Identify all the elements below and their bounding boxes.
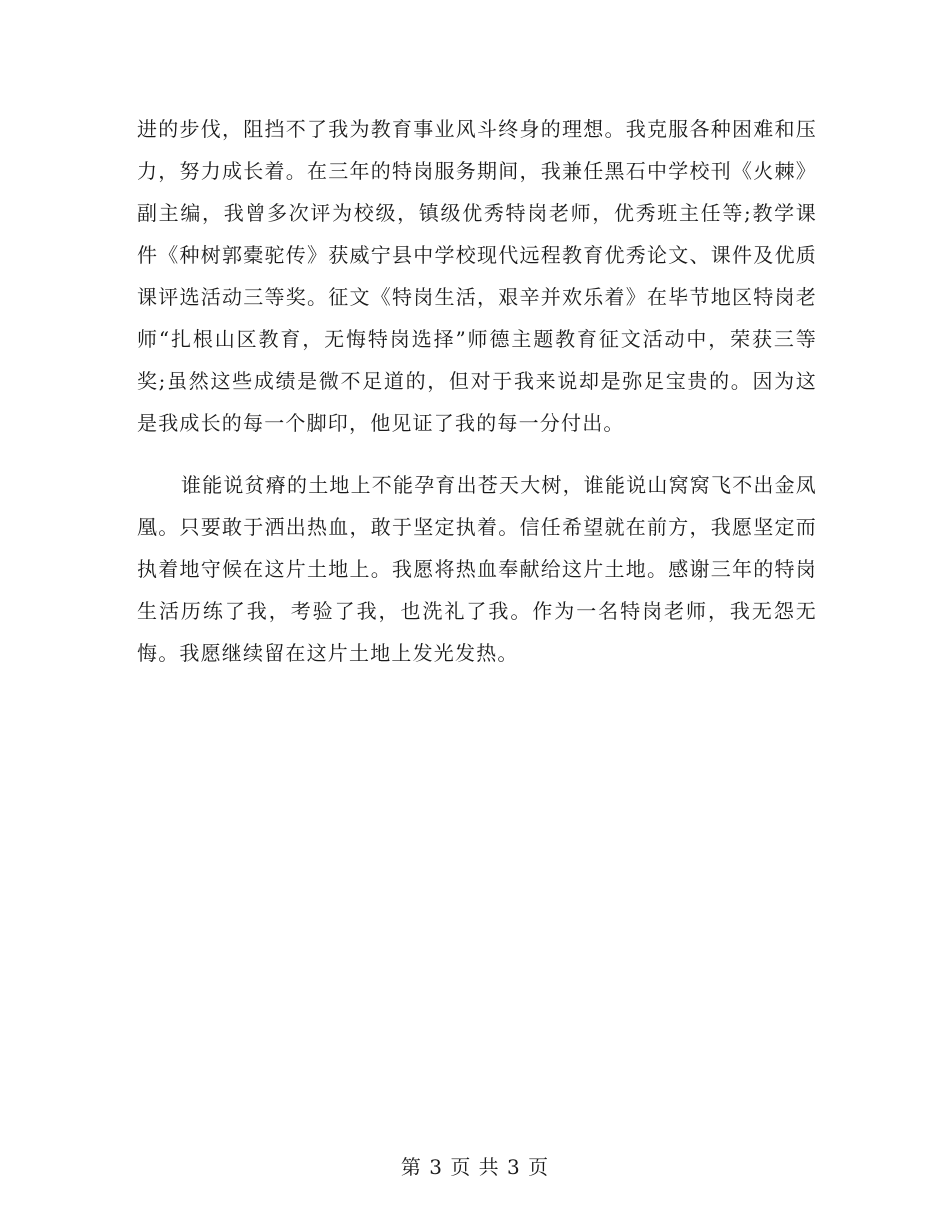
- paragraph-1: 进的步伐，阻挡不了我为教育事业风斗终身的理想。我克服各种困难和压力，努力成长着。在三年的特岗服务期间，我兼任黑石中学校刊《火棘》副主编，我曾多次评为校级，镇级优秀特岗老师，优秀班主任等;教学课件《种树郭橐驼传》获威宁县中学校现代远程教育优秀论文、课件及优质课评选活动三等奖。征文《特岗生活，艰辛并欢乐着》在毕节地区特岗老师“扎根山区教育，无悔特岗选择”师德主题教育征文活动中，荣获三等奖;虽然这些成绩是微不足道的，但对于我来说却是弥足宝贵的。因为这是我成长的每一个脚印，他见证了我的每一分付出。: [137, 117, 817, 435]
- document-body: [137, 108, 817, 674]
- page-number-footer: 第 3 页 共 3 页: [400, 1155, 550, 1179]
- paragraph-2: 谁能说贫瘠的土地上不能孕育出苍天大树，谁能说山窝窝飞不出金凤凰。只要敢于洒出热血，敢于坚定执着。信任希望就在前方，我愿坚定而执着地守候在这片土地上。我愿将热血奉献给这片土地。感谢三年的特岗生活历练了我，考验了我，也洗礼了我。作为一名特岗老师，我无怨无悔。我愿继续留在这片土地上发光发热。: [137, 473, 817, 665]
